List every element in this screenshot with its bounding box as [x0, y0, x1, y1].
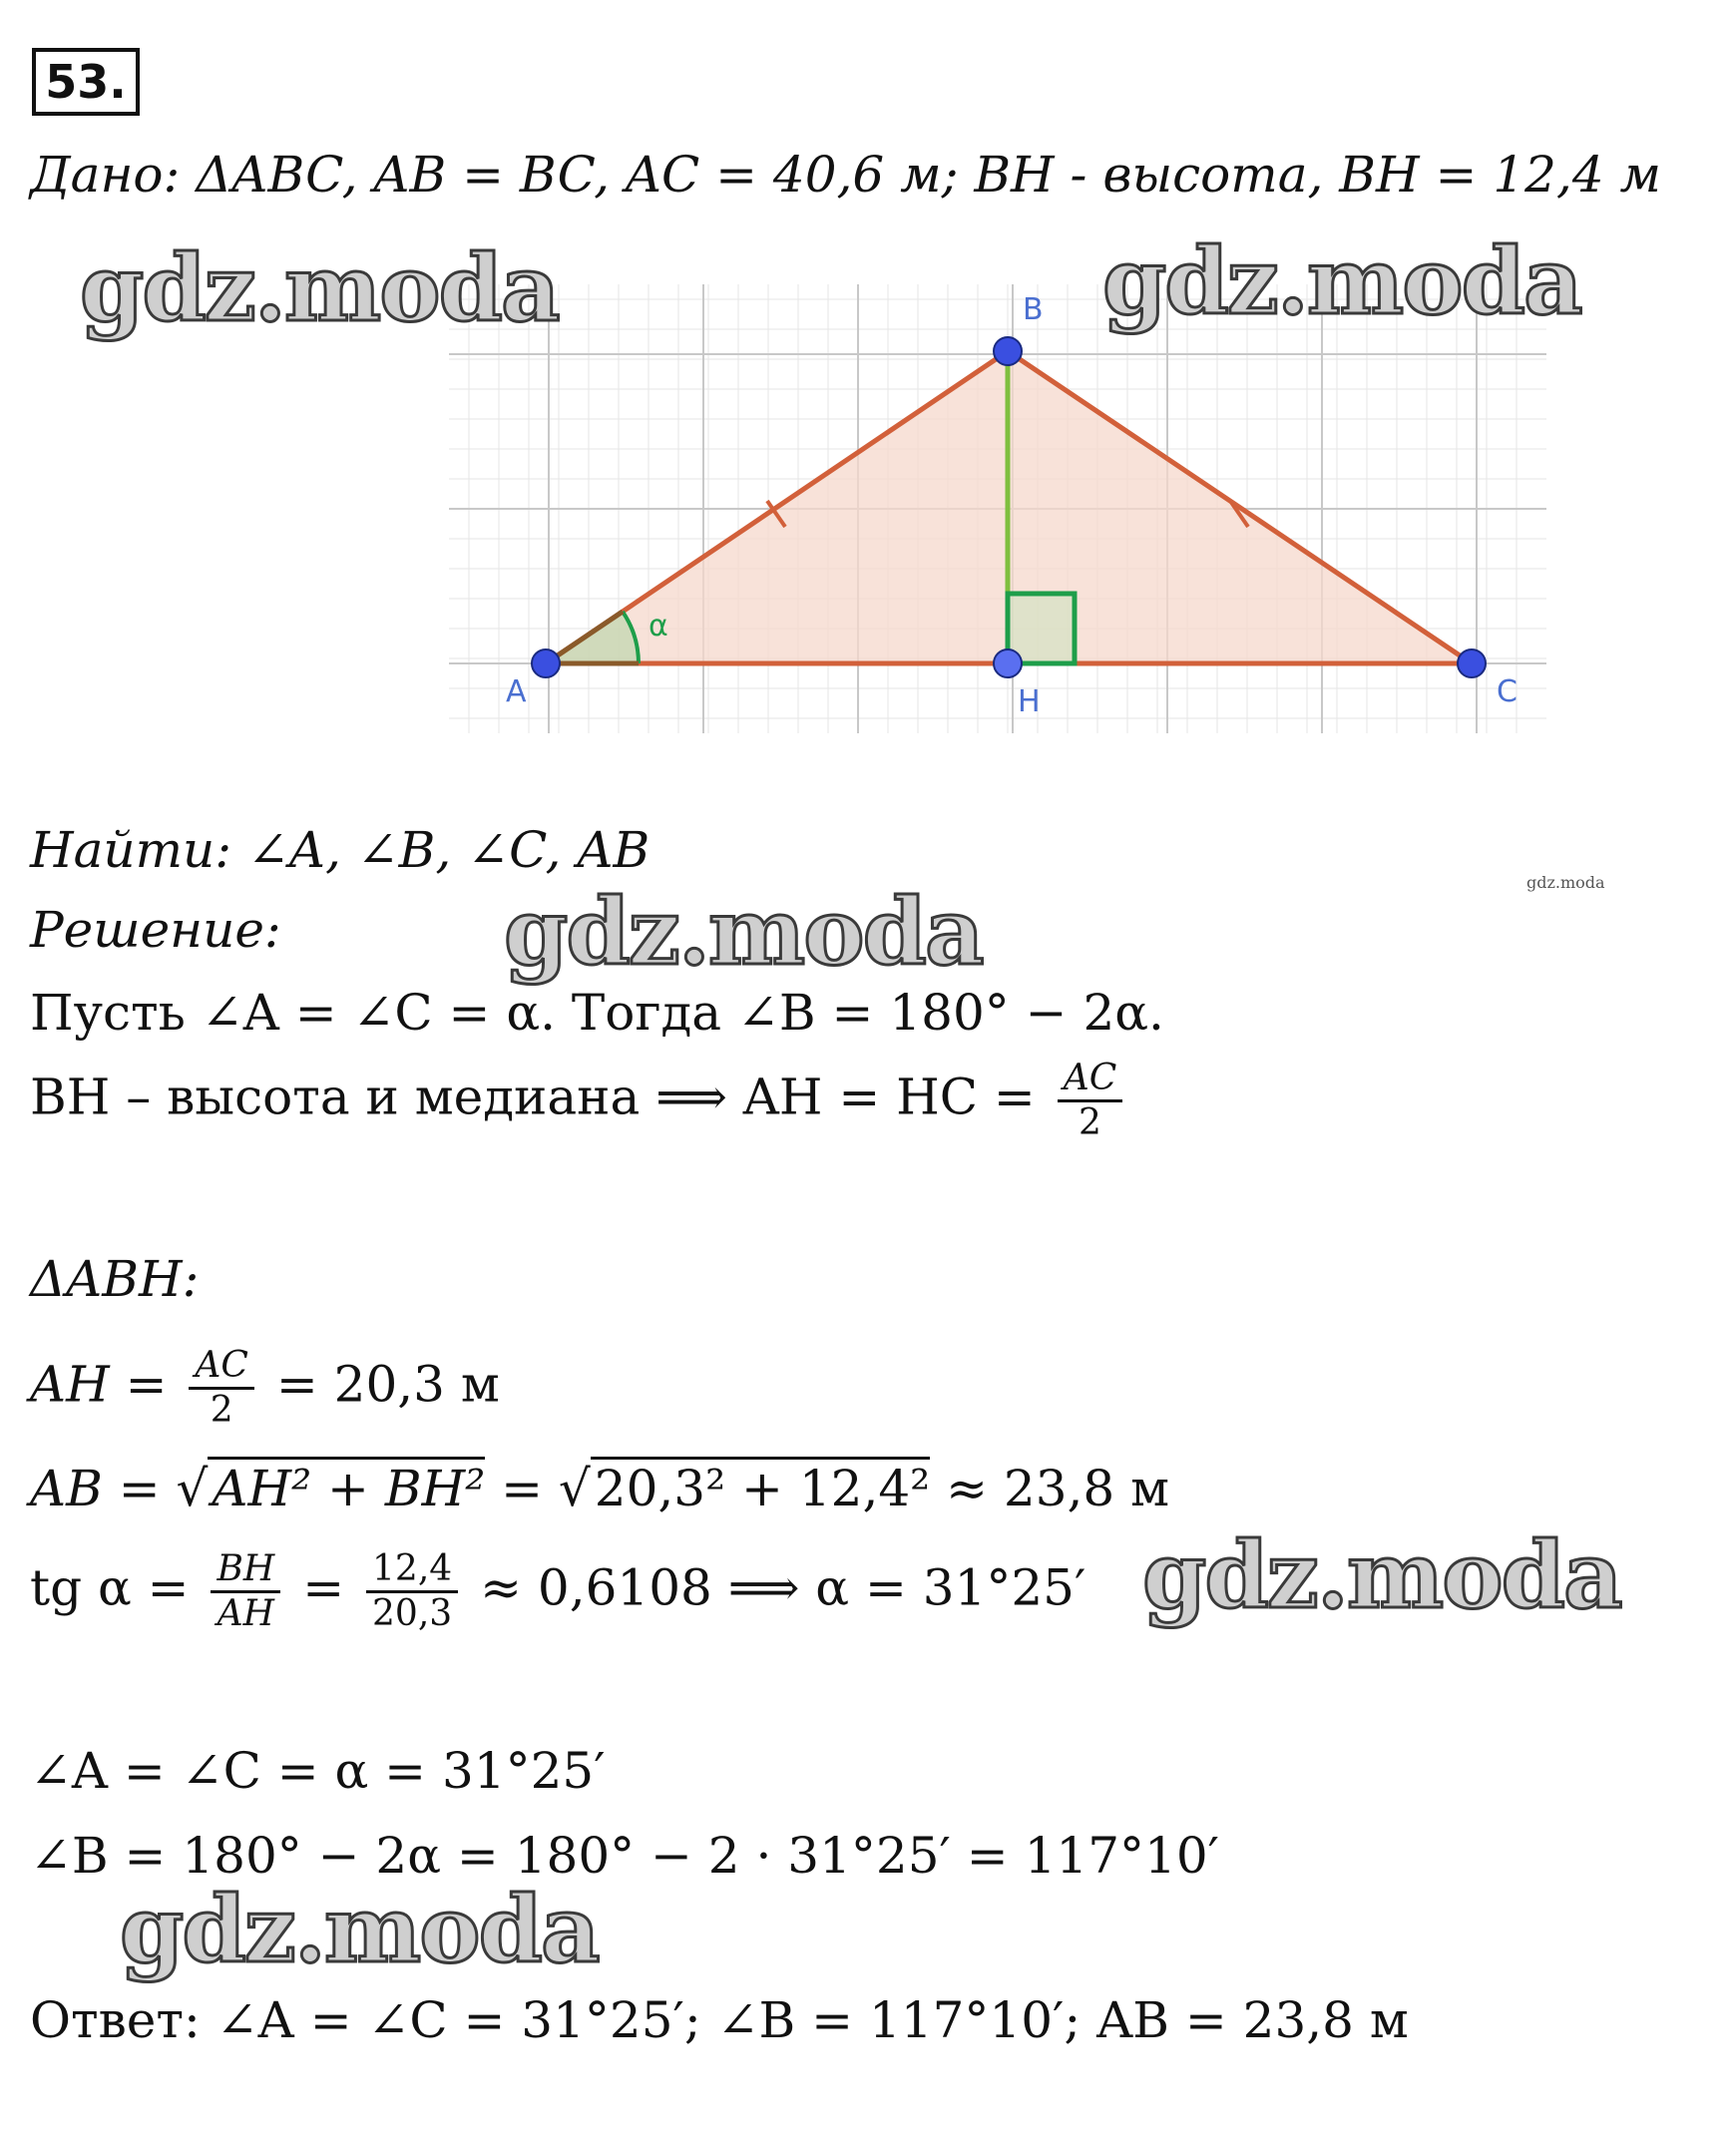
label-b: B — [1023, 292, 1044, 327]
given-text: : ΔABC, AB = BC, AC = 40,6 м; BH - высота, BH = 12,4 м — [163, 146, 1661, 204]
tg-line — [30, 1548, 1085, 1635]
denominator: 2 — [210, 1390, 233, 1431]
watermark-small: gdz.moda — [1526, 873, 1605, 892]
find-label: Найти — [30, 821, 216, 879]
tg-eq: = — [302, 1558, 345, 1617]
point-c — [1458, 649, 1486, 677]
ab-mid: = √ — [485, 1460, 591, 1517]
ab-root-2: 20,3² + 12,4² — [591, 1457, 930, 1517]
let-line: Пусть ∠A = ∠C = α. Тогда ∠B = 180° − 2α. — [30, 984, 1164, 1042]
fraction-bh-ah — [211, 1548, 280, 1635]
watermark: gdz.moda — [80, 234, 559, 342]
point-b — [994, 337, 1022, 365]
watermark: gdz.moda — [504, 878, 983, 986]
label-a: A — [506, 674, 527, 709]
numerator: BH — [211, 1548, 280, 1593]
denominator: AH — [217, 1593, 275, 1634]
label-h: H — [1018, 684, 1041, 719]
ah-left: AH = — [30, 1355, 168, 1414]
given-label: Дано — [30, 146, 164, 204]
solution-label: Решение: — [30, 901, 281, 959]
find-text: : ∠A, ∠B, ∠C, AB — [215, 821, 651, 879]
label-c: C — [1497, 674, 1518, 709]
ab-left: AB = √ — [30, 1460, 209, 1517]
triangle-figure — [449, 284, 1551, 743]
median-text: BH – высота и медиана ⟹ AH = HC = — [30, 1068, 1036, 1126]
median-line — [30, 1058, 1128, 1144]
ah-right: = 20,3 м — [275, 1355, 500, 1414]
answer-line: Ответ: ∠A = ∠C = 31°25′; ∠B = 117°10′; AB = 23,8 м — [30, 1991, 1409, 2049]
numerator: AC — [189, 1345, 254, 1390]
angle-b-line: ∠B = 180° − 2α = 180° − 2 · 31°25′ = 117°10′ — [30, 1827, 1219, 1885]
triangle-abh-heading: ΔABH: — [30, 1250, 200, 1308]
ah-line — [30, 1345, 500, 1432]
ab-right: ≈ 23,8 м — [930, 1460, 1170, 1517]
denominator: 20,3 — [372, 1593, 453, 1634]
ab-line — [30, 1459, 1169, 1518]
watermark: gdz.moda — [1142, 1521, 1621, 1629]
denominator: 2 — [1079, 1102, 1101, 1143]
point-a — [532, 649, 560, 677]
label-alpha: α — [649, 609, 668, 644]
find-line — [30, 820, 650, 880]
fraction-values — [366, 1548, 458, 1635]
ab-root-1: AH² + BH² — [208, 1457, 485, 1517]
tg-right: ≈ 0,6108 ⟹ α = 31°25′ — [480, 1558, 1086, 1617]
fraction-ac-2-b — [189, 1345, 254, 1432]
numerator: 12,4 — [366, 1548, 458, 1593]
watermark: gdz.moda — [1102, 227, 1581, 335]
problem-number: 53. — [32, 48, 140, 116]
fraction-ac-2 — [1058, 1058, 1123, 1144]
tg-left: tg α = — [30, 1558, 190, 1617]
numerator: AC — [1058, 1058, 1123, 1102]
watermark: gdz.moda — [120, 1876, 599, 1983]
angles-ac-line: ∠A = ∠C = α = 31°25′ — [30, 1742, 606, 1800]
given-line — [30, 145, 1661, 205]
point-h — [994, 649, 1022, 677]
